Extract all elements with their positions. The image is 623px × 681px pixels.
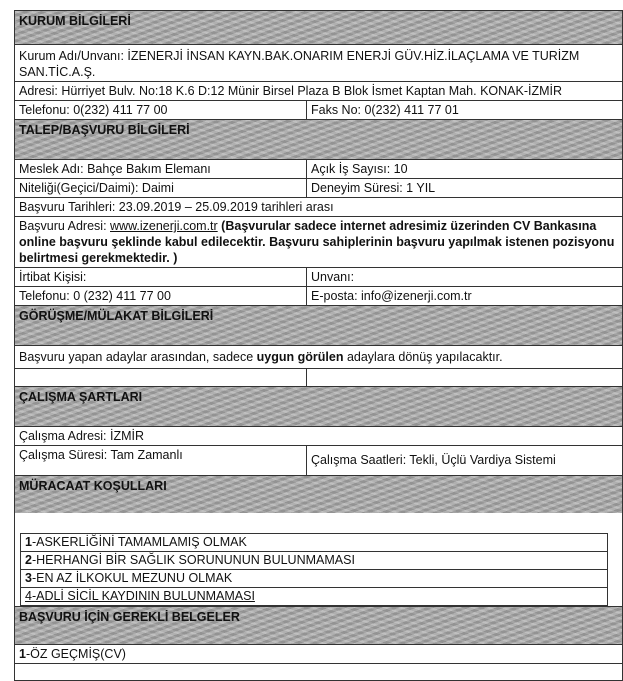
interview-info [15,346,622,368]
contact-title: Unvanı: [306,268,622,286]
interview-text-end: adaylara dönüş yapılacaktır. [343,350,503,364]
work-duration: Çalışma Süresi: Tam Zamanlı [19,448,183,462]
row-occupation [14,159,623,178]
condition-item [20,551,608,569]
interview-text: Başvuru yapan adaylar arasından, sadece [19,350,257,364]
section-header-calisma [14,386,623,426]
application-address [15,217,622,267]
application-address-label: Başvuru Adresi: [19,219,111,233]
section-header-belgeler [14,606,623,644]
institution-address: Adresi: Hürriyet Bulv. No:18 K.6 D:12 Münir Birsel Plaza B Blok İsmet Kaptan Mah. KONAK-İZMİR [19,84,563,98]
document-text: -ÖZ GEÇMİŞ(CV) [25,647,126,661]
row-interview-info [14,345,623,368]
condition-text: -ASKERLİĞİNİ TAMAMLAMIŞ OLMAK [31,535,247,549]
institution-phone: Telefonu: 0(232) 411 77 00 [19,103,168,117]
work-hours: Çalışma Saatleri: Tekli, Üçlü Vardiya Sistemi [306,446,622,475]
section-title: ÇALIŞMA ŞARTLARI [19,390,143,404]
condition-number: 3 [25,571,32,585]
contact-phone: Telefonu: 0 (232) 411 77 00 [19,289,171,303]
condition-item [20,569,608,587]
row-work-address [14,426,623,445]
website-link[interactable]: www.izenerji.com.tr [110,219,218,233]
experience-duration: Deneyim Süresi: 1 YIL [306,179,622,197]
section-title: KURUM BİLGİLERİ [19,14,131,28]
row-nature [14,178,623,197]
empty-cell [15,369,306,386]
condition-number: 2 [25,553,32,567]
open-positions: Açık İş Sayısı: 10 [306,160,622,178]
conditions-list [14,513,623,606]
section-title: MÜRACAAT KOŞULLARI [19,479,167,493]
section-header-talep [14,119,623,159]
row-phone-fax [14,100,623,119]
institution-fax: Faks No: 0(232) 411 77 01 [306,101,622,119]
section-header-kurum [14,10,623,44]
row-work-duration [14,445,623,475]
row-empty-bottom [14,663,623,681]
condition-number: 1 [25,535,32,549]
section-title: GÖRÜŞME/MÜLAKAT BİLGİLERİ [19,309,214,323]
row-document [14,644,623,663]
row-application-address [14,216,623,267]
condition-text: -EN AZ İLKOKUL MEZUNU OLMAK [31,571,233,585]
job-posting-form [14,10,623,681]
contact-person: İrtibat Kişisi: [19,270,87,284]
contact-email: E-posta: info@izenerji.com.tr [306,287,622,305]
job-nature: Niteliği(Geçici/Daimi): Daimi [19,181,174,195]
row-address [14,81,623,100]
condition-text: -ADLİ SİCİL KAYDININ BULUNMAMASI [31,589,255,603]
row-institution-name [14,44,623,81]
condition-number: 4 [25,589,32,603]
section-header-muracaat [14,475,623,513]
document-number: 1 [19,647,26,661]
institution-name: Kurum Adı/Unvanı: İZENERJİ İNSAN KAYN.BAK.ONARIM ENERJİ GÜV.HİZ.İLAÇLAMA VE TURİZM SAN.TİC.A.Ş. [19,49,580,79]
section-header-gorusme [14,305,623,345]
application-note: (Başvurular sadece internet adresimiz üzerinden CV Bankasına online başvuru şeklinde kabul edilecektir. Başvuru sahiplerinin başvuru yapılmak istenen pozisyonu belirtmesi gerekmektedir. ) [19,219,615,265]
condition-item [20,587,608,606]
document-item [15,645,622,663]
section-title: TALEP/BAŞVURU BİLGİLERİ [19,123,190,137]
occupation-name: Meslek Adı: Bahçe Bakım Elemanı [19,162,211,176]
interview-text-bold: uygun görülen [256,350,344,364]
condition-item [20,533,608,551]
empty-cell [306,369,622,386]
condition-text: -HERHANGİ BİR SAĞLIK SORUNUNUN BULUNMAMASI [31,553,355,567]
empty-cell [15,664,622,680]
row-dates [14,197,623,216]
row-contact [14,267,623,286]
application-dates: Başvuru Tarihleri: 23.09.2019 – 25.09.2019 tarihleri arası [19,200,334,214]
row-empty [14,368,623,386]
work-address: Çalışma Adresi: İZMİR [19,429,145,443]
row-contact-phone [14,286,623,305]
section-title: BAŞVURU İÇİN GEREKLİ BELGELER [19,610,240,624]
